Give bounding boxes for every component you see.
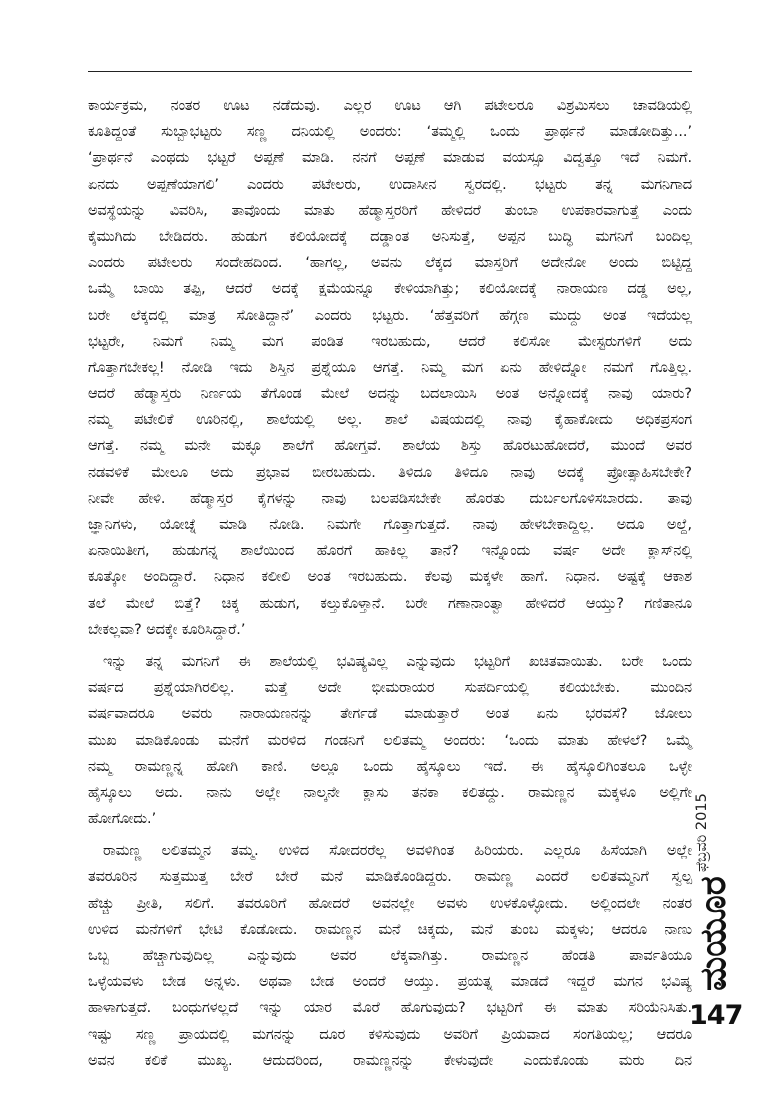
text-line: ಹೋಗೋದು.’ [88, 811, 157, 828]
text-line: ವರ್ಷದ ಪ್ರಶ್ನೆಯಾಗಿರಲಿಲ್ಲ. ಮತ್ತೆ ಅದೇ ಭೀಮರಾಯರ ಸುಪರ್ದಿಯಲ್ಲಿ ಕಲಿಯಬೇಕು. ಮುಂದಿನ [88, 680, 692, 697]
text-line: ಅವಸ್ಥೆಯನ್ನು ವಿವರಿಸಿ, ತಾವೊಂದು ಮಾತು ಹೆಡ್ಮಾಸ್ತರರಿಗೆ ಹೇಳಿದರೆ ತುಂಬಾ ಉಪಕಾರವಾಗುತ್ತೆ ಎಂದು [88, 202, 692, 219]
text-line: ಇನ್ನು ತನ್ನ ಮಗನಿಗೆ ಈ ಶಾಲೆಯಲ್ಲಿ ಭವಿಷ್ಯವಿಲ್ಲ ಎನ್ನುವುದು ಭಟ್ಟರಿಗೆ ಖಚಿತವಾಯಿತು. ಬರೇ ಒಂದು [103, 653, 692, 670]
text-line: ಮುಖ ಮಾಡಿಕೊಂಡು ಮನೆಗೆ ಮರಳಿದ ಗಂಡನಿಗೆ ಲಲಿತಮ್ಮ ಅಂದರು: ‘ಒಂದು ಮಾತು ಹೇಳಲೆ? ಒಮ್ಮೆ [88, 732, 692, 749]
text-line: ನೀವೇ ಹೇಳಿ. ಹೆಡ್ಮಾಸ್ತರ ಕೈಗಳನ್ನು ನಾವು ಬಲಪಡಿಸಬೇಕೇ ಹೊರತು ದುರ್ಬಲಗೊಳಿಸಬಾರದು. ತಾವು [88, 490, 692, 507]
text-line: ಆಗತ್ತೆ. ನಮ್ಮ ಮನೇ ಮಕ್ಳೂ ಶಾಲೆಗೆ ಹೋಗ್ತವೆ. ಶಾಲೆಯ ಶಿಸ್ತು ಹೊರಟುಹೋದರೆ, ಮುಂದೆ ಅವರ [88, 438, 692, 455]
text-line: ರಾಮಣ್ಣ ಲಲಿತಮ್ಮನ ತಮ್ಮ. ಉಳಿದ ಸೋದರರೆಲ್ಲ ಅವಳಿಗಿಂತ ಹಿರಿಯರು. ಎಲ್ಲರೂ ಹಿಸೆಯಾಗಿ ಅಲ್ಲೇ [103, 843, 692, 860]
text-line: ನಮ್ಮ ಪಟೇಲಿಕೆ ಊರಿನಲ್ಲಿ, ಶಾಲೆಯಲ್ಲಿ ಅಲ್ಲ. ಶಾಲೆ ವಿಷಯದಲ್ಲಿ ನಾವು ಕೈಹಾಕೋದು ಅಧಿಕಪ್ರಸಂಗ [88, 412, 692, 429]
text-line: ಎಂದರು ಪಟೇಲರು ಸಂದೇಹದಿಂದ. ‘ಹಾಗಲ್ಲ, ಅವನು ಲೆಕ್ಕದ ಮಾಸ್ತರಿಗೆ ಅದೇನೋ ಅಂದು ಬಿಟ್ಟಿದ್ದ [88, 255, 692, 272]
text-line: ನಡವಳಿಕೆ ಮೇಲೂ ಅದು ಪ್ರಭಾವ ಬೀರಬಹುದು. ತಿಳಿದೂ ತಿಳಿದೂ ನಾವು ಅದಕ್ಕೆ ಪ್ರೋತ್ಸಾಹಿಸಬೇಕೇ? [88, 464, 692, 481]
text-line: ಹಾಳಾಗುತ್ತದೆ. ಬಂಧುಗಳಲ್ಲದೆ ಇನ್ನು ಯಾರ ಮೊರೆ ಹೊಗುವುದು? ಭಟ್ಟರಿಗೆ ಈ ಮಾತು ಸರಿಯೆನಿಸಿತು. [88, 1000, 692, 1017]
page-number: 147 [689, 1000, 743, 1031]
text-line: ಹೆಚ್ಚು ಪ್ರೀತಿ, ಸಲಿಗೆ. ತವರೂರಿಗೆ ಹೋದರೆ ಅವನಲ್ಲೇ ಅವಳು ಉಳಕೊಳ್ಳೋದು. ಅಲ್ಲಿಂದಲೇ ನಂತರ [88, 895, 692, 912]
text-line: ‘ಪ್ರಾರ್ಥನೆ ಎಂಥದು ಭಟ್ಟರೆ ಅಪ್ಪಣೆ ಮಾಡಿ. ನನಗೆ ಅಪ್ಪಣೆ ಮಾಡುವ ವಯಸ್ಸೂ ವಿದ್ವತ್ತೂ ಇದೆ ನಿಮಗೆ. [88, 150, 692, 167]
text-line: ವರ್ಷವಾದರೂ ಅವರು ನಾರಾಯಣನನ್ನು ತೇರ್ಗಡೆ ಮಾಡುತ್ತಾರೆ ಅಂತ ಏನು ಭರವಸೆ? ಜೋಲು [88, 706, 692, 723]
text-line: ಕಾರ್ಯಕ್ರಮ, ನಂತರ ಊಟ ನಡೆದುವು. ಎಲ್ಲರ ಊಟ ಆಗಿ ಪಟೇಲರೂ ವಿಶ್ರಮಿಸಲು ಚಾವಡಿಯಲ್ಲಿ [88, 98, 692, 114]
text-line: ಕೂತ್ಕೋ ಅಂದಿದ್ದಾರೆ. ನಿಧಾನ ಕಲೀಲಿ ಅಂತ ಇರಬಹುದು. ಕೆಲವು ಮಕ್ಕಳೇ ಹಾಗೆ. ನಿಧಾನ. ಅಷ್ಟಕ್ಕೆ ಆಕಾಶ [88, 569, 692, 586]
text-line: ಒಮ್ಮೆ ಬಾಯಿ ತಪ್ಪಿ, ಆದರೆ ಅದಕ್ಕೆ ಕ್ಷಮೆಯನ್ನೂ ಕೇಳಿಯಾಗಿತ್ತು; ಕಲಿಯೋದಕ್ಕೆ ನಾರಾಯಣ ದಡ್ಡ ಅಲ್ಲ, [88, 281, 692, 298]
paragraph-2 [88, 649, 692, 832]
text-line: ಇಷ್ಟು ಸಣ್ಣ ಪ್ರಾಯದಲ್ಲಿ ಮಗನನ್ನು ದೂರ ಕಳಿಸುವುದು ಅವರಿಗೆ ಪ್ರಿಯವಾದ ಸಂಗತಿಯಲ್ಲ; ಆದರೂ [88, 1026, 692, 1043]
text-line: ತವರೂರಿನ ಸುತ್ತಮುತ್ತ ಬೇರೆ ಬೇರೆ ಮನೆ ಮಾಡಿಕೊಂಡಿದ್ದರು. ರಾಮಣ್ಣ ಎಂದರೆ ಲಲಿತಮ್ಮನಿಗೆ ಸ್ವಲ್ಪ [88, 869, 692, 886]
article-body [88, 93, 692, 1080]
issue-date: ಫೆಬ್ರವರಿ 2015 [694, 793, 710, 872]
text-line: ಅವನ ಕಲಿಕೆ ಮುಖ್ಯ. ಆದುದರಿಂದ, ರಾಮಣ್ಣನನ್ನು ಕೇಳುವುದೇ ಎಂದುಕೊಂಡು ಮರು ದಿನ [88, 1052, 692, 1069]
text-line: ಆದರೆ ಹೆಡ್ಮಾಸ್ತರು ನಿರ್ಣಯ ತೆಗೊಂಡ ಮೇಲೆ ಅದನ್ನು ಬದಲಾಯಿಸಿ ಅಂತ ಅನ್ನೋದಕ್ಕೆ ನಾವು ಯಾರು? [88, 386, 692, 403]
text-line: ಕೂತಿದ್ದಂತೆ ಸುಬ್ಬಾಭಟ್ಟರು ಸಣ್ಣ ದನಿಯಲ್ಲಿ ಅಂದರು: ‘ತಮ್ಮಲ್ಲಿ ಒಂದು ಪ್ರಾರ್ಥನೆ ಮಾಡೋದಿತ್ತು...’ [88, 124, 692, 141]
text-line: ತಲೆ ಮೇಲೆ ಬಿತ್ತೆ? ಚಿಕ್ಕ ಹುಡುಗ, ಕಲ್ತುಕೊಳ್ತಾನೆ. ಬರೇ ಗಣಾನಾಂತ್ವಾ ಹೇಳಿದರೆ ಆಯ್ತು? ಗಣಿತಾನೂ [88, 595, 692, 612]
text-line: ಭಟ್ಟರೇ, ನಿಮಗೆ ನಿಮ್ಮ ಮಗ ಪಂಡಿತ ಇರಬಹುದು, ಆದರೆ ಕಲಿಸೋ ಮೇಸ್ಟರುಗಳಿಗೆ ಅದು [88, 333, 692, 350]
text-line: ಕೈಮುಗಿದು ಬೇಡಿದರು. ಹುಡುಗ ಕಲಿಯೋದಕ್ಕೆ ದಡ್ಡಾಂತ ಅನಿಸುತ್ತೆ, ಅಪ್ಪನ ಬುದ್ಧಿ ಮಗನಿಗೆ ಬಂದಿಲ್ಲ [88, 228, 692, 245]
text-line: ಒಳ್ಳೆಯವಳು ಬೇಡ ಅನ್ನಳು. ಅಥವಾ ಬೇಡ ಅಂದರೆ ಆಯ್ತು. ಪ್ರಯತ್ನ ಮಾಡದೆ ಇದ್ದರೆ ಮಗನ ಭವಿಷ್ಯ [88, 974, 692, 991]
header-rule [88, 71, 692, 72]
text-line: ಒಬ್ಬ ಹೆಚ್ಚಾಗುವುದಿಲ್ಲ ಎನ್ನುವುದು ಅವರ ಲೆಕ್ಕವಾಗಿತ್ತು. ರಾಮಣ್ಣನ ಹೆಂಡತಿ ಪಾರ್ವತಿಯೂ [88, 948, 692, 964]
paragraph-1 [88, 93, 692, 643]
text-line: ಗೊತ್ತಾಗಬೇಕಲ್ಲ! ನೋಡಿ ಇದು ಶಿಸ್ತಿನ ಪ್ರಶ್ನೆಯೂ ಆಗತ್ತೆ. ನಿಮ್ಮ ಮಗ ಏನು ಹೇಳಿದ್ನೋ ನಮಗೆ ಗೊತ್ತಿಲ್ಲ. [88, 359, 692, 376]
text-line: ನಮ್ಮ ರಾಮಣ್ಣನ್ನ ಹೋಗಿ ಕಾಣಿ. ಅಲ್ಲೂ ಒಂದು ಹೈಸ್ಕೂಲು ಇದೆ. ಈ ಹೈಸ್ಕೂಲಿಗಿಂತಲೂ ಒಳ್ಳೇ [88, 758, 692, 775]
text-line: ಬೇಕಲ್ಲವಾ? ಅದಕ್ಕೇ ಕೂರಿಸಿದ್ದಾರೆ.’ [88, 621, 246, 638]
text-line: ಹೈಸ್ಕೂಲು ಅದು. ನಾನು ಅಲ್ಲೇ ನಾಲ್ಕನೇ ಕ್ಲಾಸು ತನಕಾ ಕಲಿತದ್ದು. ರಾಮಣ್ಣನ ಮಕ್ಕಳೂ ಅಲ್ಲಿಗೇ [88, 784, 692, 801]
magazine-logo: ಮಯೂರ [693, 876, 734, 991]
text-line: ಏನಾಯಿತೀಗ, ಹುಡುಗನ್ನ ಶಾಲೆಯಿಂದ ಹೊರಗೆ ಹಾಕಿಲ್ಲ ತಾನೆ? ಇನ್ನೊಂದು ವರ್ಷ ಅದೇ ಕ್ಲಾಸ್‌ನಲ್ಲಿ [88, 543, 692, 560]
text-line: ಬರೇ ಲೆಕ್ಕದಲ್ಲಿ ಮಾತ್ರ ಸೋತಿದ್ದಾನೆ’ ಎಂದರು ಭಟ್ಟರು. ‘ಹೆತ್ತವರಿಗೆ ಹೆಗ್ಗಣ ಮುದ್ದು ಅಂತ ಇದೆಯಲ್ಲ [88, 307, 692, 324]
text-line: ಏನದು ಅಪ್ಪಣೆಯಾಗಲಿ’ ಎಂದರು ಪಟೇಲರು, ಉದಾಸೀನ ಸ್ವರದಲ್ಲಿ. ಭಟ್ಟರು ತನ್ನ ಮಗನಿಗಾದ [88, 176, 692, 193]
magazine-side-banner [694, 768, 736, 993]
text-line: ಉಳಿದ ಮನೆಗಳಿಗೆ ಭೇಟಿ ಕೊಡೋದು. ರಾಮಣ್ಣನ ಮನೆ ಚಿಕ್ಕದು, ಮನೆ ತುಂಬ ಮಕ್ಕಳು; ಆದರೂ ನಾಣು [88, 921, 692, 938]
paragraph-3 [88, 838, 692, 1074]
text-line: ಜ್ಞಾನಿಗಳು, ಯೋಚ್ನೆ ಮಾಡಿ ನೋಡಿ. ನಿಮಗೇ ಗೊತ್ತಾಗುತ್ತದೆ. ನಾವು ಹೇಳಬೇಕಾದ್ದಿಲ್ಲ. ಅದೂ ಅಲ್ದೆ, [88, 517, 692, 533]
